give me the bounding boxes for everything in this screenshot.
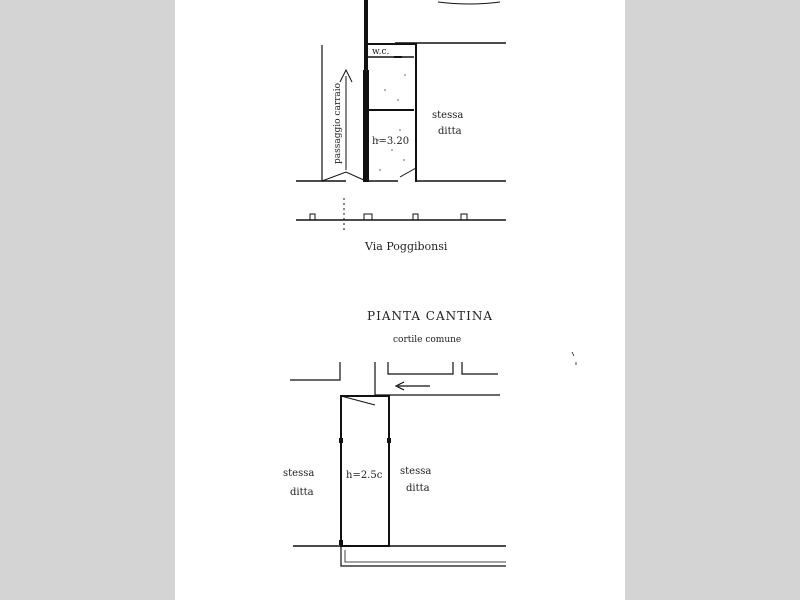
foundation-line	[345, 550, 506, 562]
street-post	[310, 214, 315, 220]
wc-label: w.c.	[372, 47, 390, 57]
courtyard-wall	[290, 362, 340, 380]
height-label: h=3.20	[372, 136, 410, 147]
stair-line	[341, 396, 375, 405]
left-owner-line1: stessa	[283, 468, 315, 479]
courtyard-step	[462, 362, 498, 374]
wall-pillar	[387, 438, 391, 443]
thick-wall	[363, 70, 369, 182]
left-owner-line2: ditta	[290, 487, 314, 498]
adjacent-owner-line2: ditta	[438, 126, 462, 137]
sketch-mark	[438, 2, 500, 4]
right-owner-line2: ditta	[406, 483, 430, 494]
foundation-line	[341, 546, 506, 566]
street-post	[461, 214, 467, 220]
wall-pillar	[339, 540, 343, 545]
wall-pillar	[339, 438, 343, 443]
top-plan	[296, 0, 506, 253]
driveway-label: passaggio carraio	[333, 82, 343, 164]
cellar-height-label: h=2.5c	[346, 470, 383, 481]
courtyard-label: cortile comune	[393, 335, 462, 345]
cellar-plan-title: PIANTA CANTINA	[367, 309, 494, 323]
right-owner-line1: stessa	[400, 466, 432, 477]
door-swing	[400, 168, 416, 177]
street-post	[413, 214, 418, 220]
adjacent-owner-line1: stessa	[432, 110, 464, 121]
driveway-gate	[322, 172, 366, 181]
street-post	[364, 214, 372, 220]
sketch-mark	[572, 352, 576, 365]
room-hatching	[377, 74, 406, 171]
cellar-plan	[283, 309, 576, 566]
courtyard-wall	[375, 362, 500, 395]
street-label: Via Poggibonsi	[365, 240, 448, 253]
courtyard-step	[388, 362, 453, 374]
